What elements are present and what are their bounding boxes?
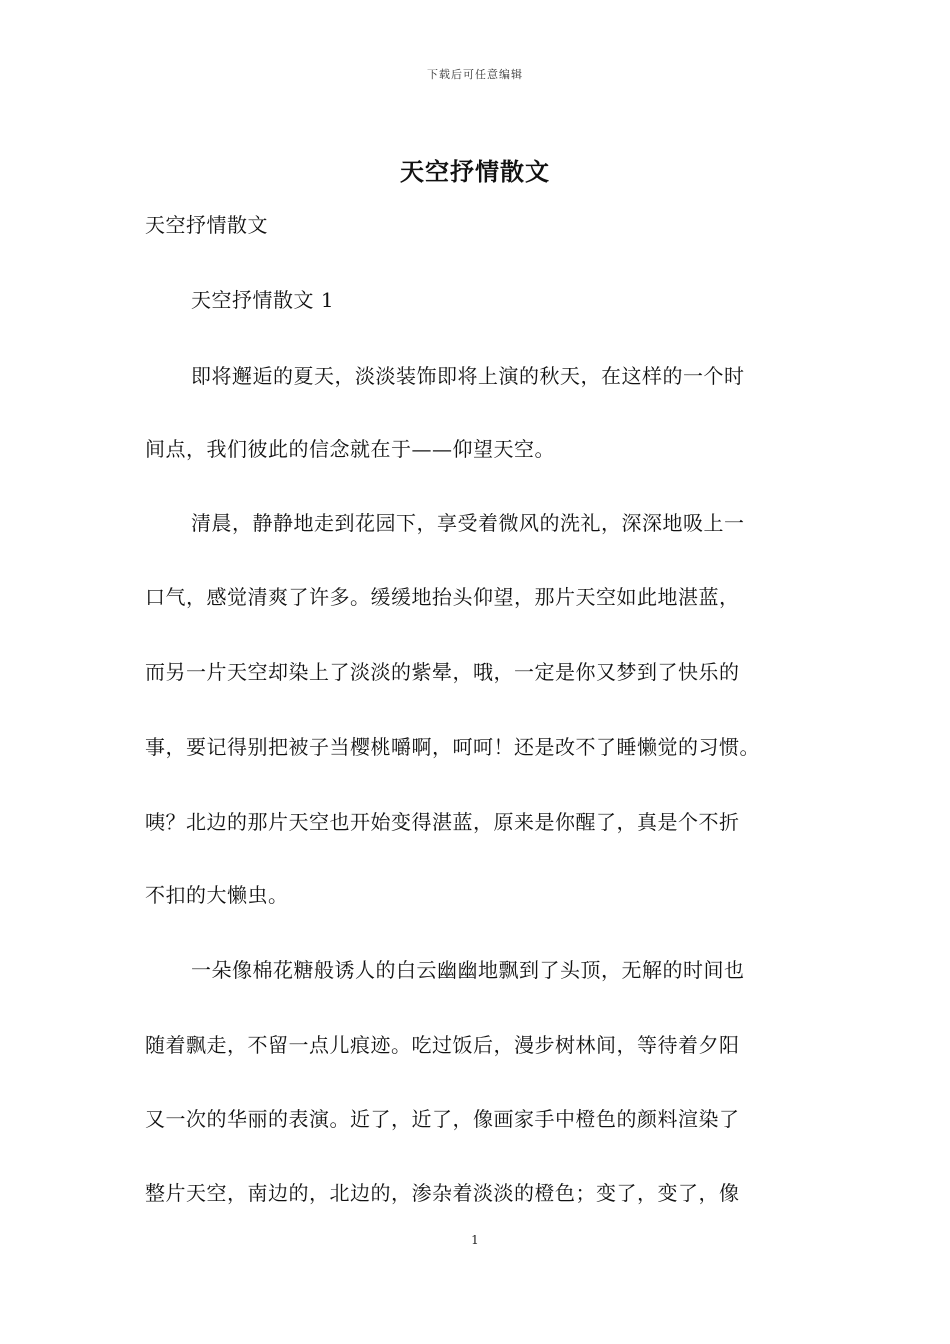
paragraph-line: 事，要记得别把被子当樱桃嚼啊，呵呵！还是改不了睡懒觉的习惯。: [145, 735, 760, 759]
page-number: 1: [471, 1233, 479, 1247]
paragraph-line: 整片天空，南边的，北边的，渗杂着淡淡的橙色；变了，变了，像: [145, 1181, 740, 1205]
paragraph-line: 又一次的华丽的表演。近了，近了，像画家手中橙色的颜料渲染了: [145, 1107, 740, 1131]
document-title: 天空抒情散文: [400, 157, 550, 186]
header-note: 下载后可任意编辑: [427, 68, 523, 81]
paragraph-line: 随着飘走，不留一点儿痕迹。吃过饭后，漫步树林间，等待着夕阳: [145, 1033, 740, 1057]
paragraph-line: 即将邂逅的夏天，淡淡装饰即将上演的秋天，在这样的一个时: [191, 364, 745, 388]
paragraph-line: 口气，感觉清爽了许多。缓缓地抬头仰望，那片天空如此地湛蓝，: [145, 585, 740, 609]
paragraph-line: 一朵像棉花糖般诱人的白云幽幽地飘到了头顶，无解的时间也: [191, 958, 745, 982]
paragraph-line: 清晨，静静地走到花园下，享受着微风的洗礼，深深地吸上一: [191, 511, 745, 535]
section-heading: 天空抒情散文 1: [191, 288, 335, 312]
paragraph-line: 咦？北边的那片天空也开始变得湛蓝，原来是你醒了，真是个不折: [145, 810, 740, 834]
paragraph-line: 而另一片天空却染上了淡淡的紫晕，哦，一定是你又梦到了快乐的: [145, 660, 740, 684]
paragraph-line: 间点，我们彼此的信念就在于——仰望天空。: [145, 437, 555, 461]
paragraph-line: 不扣的大懒虫。: [145, 883, 289, 907]
subtitle: 天空抒情散文: [145, 213, 268, 237]
